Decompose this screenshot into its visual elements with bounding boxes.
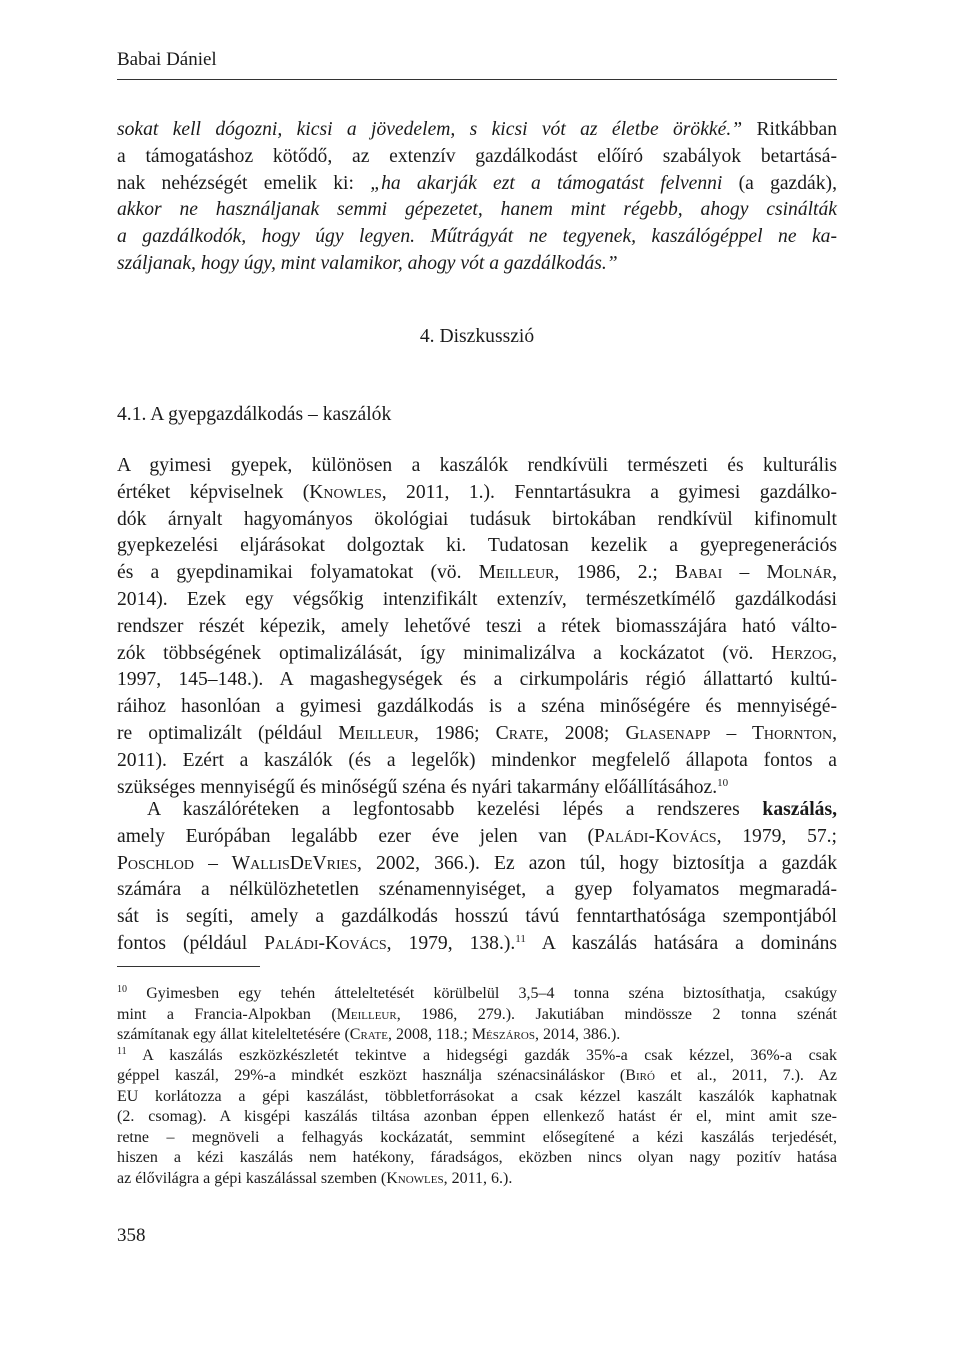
footnote-ref-10: 10 — [717, 776, 729, 789]
footnote-ref-11: 11 — [515, 932, 526, 945]
footnote-10: $^{10}$ Gyimesben egy tehén átteleltetését körülbelül 3,5–4 tonna széna biztosíthatja, csakúgy mint a Francia-Alpokban (Meilleur, 1986, 279.). Jakutiában mindössze 2 tonna szénát számítanak egy állat kiteleltetésére (Crate, 2008, 118.; Mészáros, 2014, 386.). — [117, 984, 837, 1043]
citation-author: Knowles — [309, 481, 382, 503]
subsection-title: 4.1. A gyepgazdálkodás – kaszálók — [117, 404, 392, 425]
running-header: Babai Dániel — [117, 49, 217, 70]
paragraph-1: A gyimesi gyepek, különösen a kaszálók rendkívüli természeti és kulturális értéket képviselnek (Knowles, 2011, 1.). Fenntartásukra a gyimesi gazdálko- dók árnyalt hagyományos ökológiai tudásuk birtokában rendkívül kifinomult gyepkezelési eljárásokat dolgoztak ki. Tudatosan kezelik a gyepregenerációs és a gyepdinamikai folyamatokat (vö. Meilleur, 1986, 2.; Babai – Molnár, 2014). Ezek egy végsőkig intenzifikált extenzív, természetkímélő gazdálkodási rendszer részét képezik, amely lehetővé teszi a rétek biomasszájára ható válto- zók többségének optimalizálását, így minimalizálva a kockázatot (vö. Herzog, 1997, 145–148.). A magashegységek és a cirkumpoláris régió állattartó kultú- ráihoz hasonlóan a gyimesi gazdálkodás is a széna minőségére és mennyiségé- re optimalizált (például Meilleur, 1986; Crate, 2008; Glasenapp – Thornton, 2011). Ezért a kaszálók (és a legelők) mindenkor megfelelő állapota fontos a szükséges mennyiségű és minőségű széna és nyári takarmány előállításához.$^{10}$ — [117, 455, 838, 798]
paragraph-2: A kaszálóréteken a legfontosabb kezelési lépés a rendszeres kaszálás, amely Európában legalább ezer éve jelen van (Paládi-Kovács, 1979, 57.; Poschlod – WallisDeVries, 2002, 366.). Ez azon túl, hogy biztosítja a gazdák számára a nélkülözhetetlen szénamennyiséget, a gyep folyamatos megmaradá- sát is segíti, amely a gazdálkodás hosszú távú fenntarthatósága szempontjából fontos (például Paládi-Kovács, 1979, 138.).$^{11}$ A kaszálás hatására a domináns — [117, 799, 837, 954]
footnote-rule — [117, 966, 260, 967]
section-title: 4. Diszkusszió — [419, 326, 535, 347]
quote-italic: sokat kell dógozni, kicsi a jövedelem, s kicsi vót az életbe örökké.” — [117, 119, 743, 140]
footnote-11: $^{11}$ A kaszálás eszközkészletét tekintve a hidegségi gazdák 35%-a csak kézzel, 36%-a csak géppel kaszál, 29%-a mindkét eszközt használja szénacsináláskor (Biró et al., 2011, 7.). Az EU korlátozza a gépi kaszálást, többletforrásokat a csak kézzel kaszált kaszálók kaphatnak (2. csomag). A kisgépi kaszálás tiltása azonban éppen ellenkező hatást ér el, mint amit sze- retne – megnöveli a felhagyás kockázatát, semmint elősegítené a kézi kaszálás terjedését, hiszen a kézi kaszálás nem hatékony, fáradságos, eközben nincs olyan nagy pozitív hatása az élővilágra a gépi kaszálással szemben (Knowles, 2011, 6.). — [117, 1045, 837, 1187]
bold-term: kaszálás, — [762, 799, 837, 820]
footnotes — [117, 984, 837, 1189]
header-rule — [117, 79, 837, 80]
page-number: 358 — [117, 1225, 146, 1246]
quote-paragraph: sokat kell dógozni, kicsi a jövedelem, s kicsi vót az életbe örökké.” Ritkábban a támogatáshoz kötődő, az extenzív gazdálkodást előíró szabályok betartásá- nak nehézségét emelik ki: „ha akarják ezt a támogatást felvenni (a gazdák), akkor ne használjanak semmi gépezetet, hanem mint régebb, ahogy csinálták a gazdálkodók, hogy úgy legyen. Műtrágyát ne tegyenek, kaszálógéppel ne ka- száljanak, hogy úgy, mint valamikor, ahogy vót a gazdálkodás.” — [117, 119, 838, 274]
